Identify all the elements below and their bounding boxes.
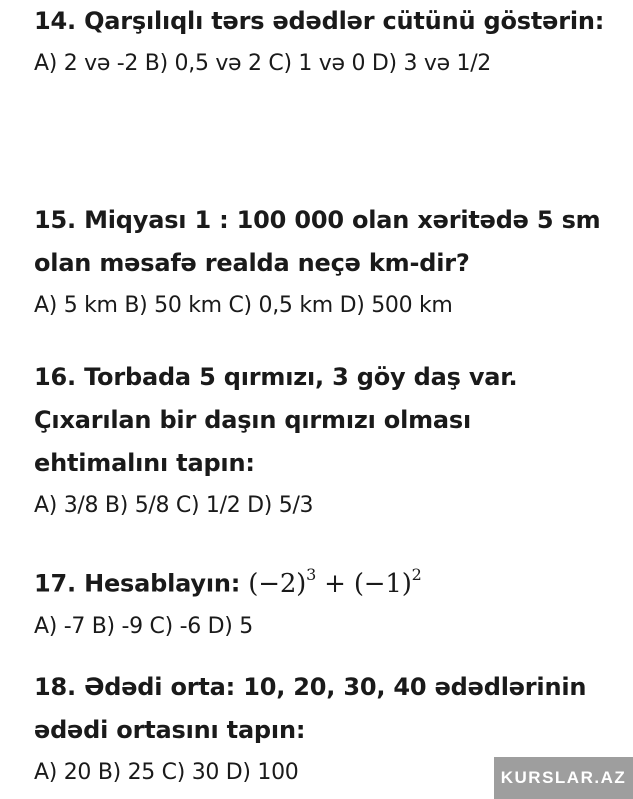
question-title: 16. Torbada 5 qırmızı, 3 göy daş var. Çıxarılan bir daşın qırmızı olması ehtimalını tapın: xyxy=(34,363,518,477)
question-title: 17. Hesablayın: xyxy=(34,569,241,598)
question-title: 15. Miqyası 1 : 100 000 olan xəritədə 5 sm olan məsafə realda neçə km-dir? xyxy=(34,206,601,277)
question-16 xyxy=(34,356,613,526)
expr-exponent-2: 2 xyxy=(411,565,422,584)
watermark: KURSLAR.AZ xyxy=(494,757,633,799)
answer-options: A) 2 və -2 B) 0,5 və 2 C) 1 və 0 D) 3 və 1/2 xyxy=(34,51,492,76)
answer-options: A) 5 km B) 50 km C) 0,5 km D) 500 km xyxy=(34,293,453,318)
question-title: 18. Ədədi orta: 10, 20, 30, 40 ədədlərinin ədədi ortasını tapın: xyxy=(34,673,587,744)
question-17 xyxy=(34,555,613,647)
question-title-row xyxy=(34,555,613,606)
question-14 xyxy=(34,0,613,84)
expr-plus: + xyxy=(316,568,354,599)
answer-options: A) 3/8 B) 5/8 C) 1/2 D) 5/3 xyxy=(34,493,314,518)
expr-exponent-1: 3 xyxy=(306,565,317,584)
math-expression xyxy=(248,565,422,599)
expr-base-1: (−2) xyxy=(248,568,307,599)
question-15 xyxy=(34,199,613,326)
question-title: 14. Qarşılıqlı tərs ədədlər cütünü göstərin: xyxy=(34,7,605,35)
answer-options: A) 20 B) 25 C) 30 D) 100 xyxy=(34,760,299,785)
expr-base-2: (−1) xyxy=(353,568,412,599)
answer-options: A) -7 B) -9 C) -6 D) 5 xyxy=(34,613,253,639)
